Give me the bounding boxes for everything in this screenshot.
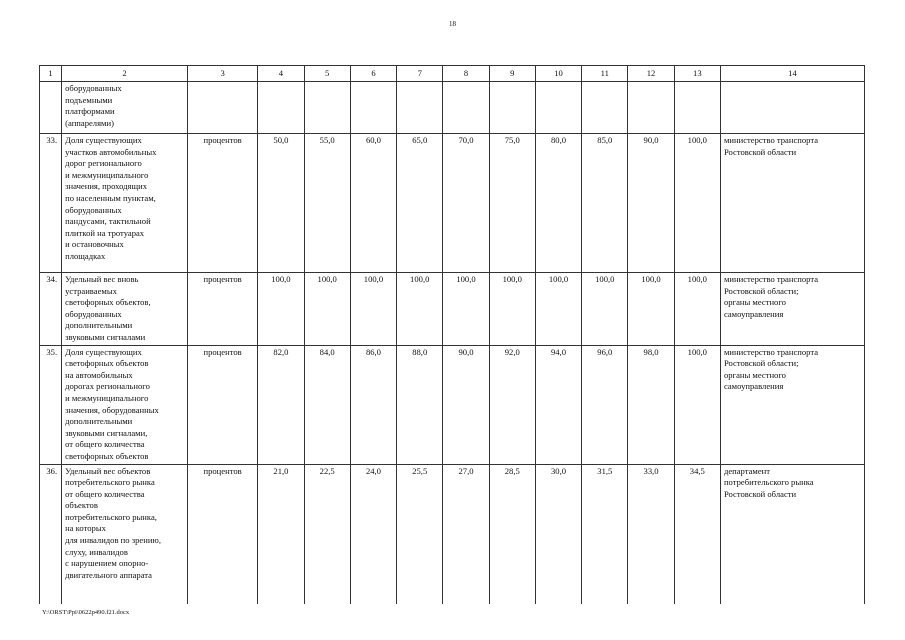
indicator-name-line: на которых [65, 523, 106, 534]
year-value-cell: 55,0 [304, 134, 350, 273]
indicator-name-line: по населенным пунктам, [65, 192, 156, 203]
unit-cell: процентов [187, 345, 257, 464]
year-value-cell: 50,0 [258, 134, 304, 273]
indicator-name-cell [62, 345, 188, 464]
indicator-name-line: значения, проходящих [65, 181, 148, 192]
unit-cell [187, 82, 257, 134]
year-value-cell: 100,0 [582, 273, 628, 346]
table-row [40, 464, 865, 604]
year-value-cell [582, 82, 628, 134]
table-row [40, 273, 865, 346]
indicator-name-line: и межмуниципального [65, 169, 149, 180]
indicator-name-line: звуковыми сигналами [65, 331, 146, 342]
indicator-name-line: оборудованных [65, 308, 122, 319]
year-value-cell: 100,0 [674, 134, 720, 273]
indicator-name-line: светофорных объектов [65, 358, 149, 369]
indicator-name-line: значения, оборудованных [65, 404, 159, 415]
year-value-cell: 90,0 [628, 134, 674, 273]
indicator-name-line: от общего количества [65, 439, 145, 450]
year-value-cell [628, 82, 674, 134]
column-number-header: 13 [674, 66, 720, 82]
column-number-header: 6 [350, 66, 396, 82]
column-number-header: 7 [397, 66, 443, 82]
column-number-header: 10 [535, 66, 581, 82]
indicator-name-line: звуковыми сигналами, [65, 427, 148, 438]
indicator-name-line: и межмуниципального [65, 392, 149, 403]
year-value-cell: 82,0 [258, 345, 304, 464]
year-value-cell: 24,0 [350, 464, 396, 604]
year-value-cell: 100,0 [443, 273, 489, 346]
column-number-header-row [40, 66, 865, 82]
year-value-cell [489, 82, 535, 134]
indicator-name-line: Доля существующих [65, 346, 142, 357]
unit-cell: процентов [187, 134, 257, 273]
indicator-name-line: платформами [65, 106, 115, 117]
responsible-line: Ростовской области [723, 488, 797, 499]
year-value-cell [350, 82, 396, 134]
year-value-cell: 28,5 [489, 464, 535, 604]
responsible-line: органы местного [723, 297, 786, 308]
table-row [40, 134, 865, 273]
column-number-header: 5 [304, 66, 350, 82]
responsible-line: министерство транспорта [723, 135, 819, 145]
indicator-name-cell [62, 273, 188, 346]
indicator-name-line: (аппарелями) [65, 117, 114, 128]
year-value-cell [443, 82, 489, 134]
year-value-cell: 100,0 [535, 273, 581, 346]
unit-cell: процентов [187, 273, 257, 346]
responsible-line: самоуправления [723, 381, 784, 392]
year-value-cell: 65,0 [397, 134, 443, 273]
year-value-cell: 85,0 [582, 134, 628, 273]
column-number-header: 11 [582, 66, 628, 82]
indicator-name-line: потребительского рынка [65, 477, 155, 488]
indicator-name-line: слуху, инвалидов [65, 546, 128, 557]
responsible-cell [720, 82, 864, 134]
responsible-cell [720, 273, 864, 346]
year-value-cell: 96,0 [582, 345, 628, 464]
year-value-cell: 90,0 [443, 345, 489, 464]
year-value-cell: 98,0 [628, 345, 674, 464]
year-value-cell: 70,0 [443, 134, 489, 273]
indicator-name-line: дополнительными [65, 320, 133, 331]
indicator-name-line: дорог регионального [65, 158, 142, 169]
year-value-cell [258, 82, 304, 134]
indicator-name-line: пандусами, тактильной [65, 216, 151, 227]
year-value-cell: 100,0 [628, 273, 674, 346]
year-value-cell: 100,0 [304, 273, 350, 346]
year-value-cell: 100,0 [489, 273, 535, 346]
responsible-cell [720, 345, 864, 464]
indicator-name-line: дорогах регионального [65, 381, 150, 392]
year-value-cell [674, 82, 720, 134]
year-value-cell: 60,0 [350, 134, 396, 273]
responsible-line: самоуправления [723, 308, 784, 319]
page-number: 18 [449, 20, 456, 28]
year-value-cell [304, 82, 350, 134]
table-row [40, 345, 865, 464]
column-number-header: 9 [489, 66, 535, 82]
year-value-cell: 21,0 [258, 464, 304, 604]
responsible-line: Ростовской области [723, 146, 797, 157]
indicator-name-line: с нарушением опорно- [65, 558, 149, 569]
column-number-header: 14 [720, 66, 864, 82]
row-number-cell: 36. [40, 464, 62, 604]
row-number-cell: 35. [40, 345, 62, 464]
column-number-header: 2 [62, 66, 188, 82]
year-value-cell: 100,0 [674, 345, 720, 464]
year-value-cell: 84,0 [304, 345, 350, 464]
responsible-line: департамент [723, 465, 771, 476]
indicator-name-line: дополнительными [65, 416, 133, 427]
row-number-cell: 33. [40, 134, 62, 273]
year-value-cell: 34,5 [674, 464, 720, 604]
year-value-cell: 75,0 [489, 134, 535, 273]
table-row [40, 82, 865, 134]
year-value-cell: 100,0 [674, 273, 720, 346]
row-number-cell: 34. [40, 273, 62, 346]
column-number-header: 4 [258, 66, 304, 82]
year-value-cell: 25,5 [397, 464, 443, 604]
year-value-cell: 27,0 [443, 464, 489, 604]
indicator-name-line: и остановочных [65, 239, 124, 250]
year-value-cell [397, 82, 443, 134]
indicators-table [39, 65, 865, 604]
indicator-name-line: объектов [65, 500, 98, 511]
year-value-cell: 100,0 [350, 273, 396, 346]
year-value-cell: 22,5 [304, 464, 350, 604]
footer-file-path: Y:\ORST\Ppi\0622p490.f21.docx [42, 609, 130, 616]
indicator-name-cell [62, 464, 188, 604]
year-value-cell: 80,0 [535, 134, 581, 273]
responsible-cell [720, 464, 864, 604]
year-value-cell: 100,0 [397, 273, 443, 346]
year-value-cell: 30,0 [535, 464, 581, 604]
year-value-cell: 33,0 [628, 464, 674, 604]
responsible-line: Ростовской области; [723, 285, 799, 296]
responsible-line: потребительского рынка [723, 477, 814, 488]
indicator-name-line: двигательного аппарата [65, 569, 152, 580]
year-value-cell: 86,0 [350, 345, 396, 464]
indicator-name-cell [62, 82, 188, 134]
indicator-name-line: оборудованных [65, 204, 122, 215]
column-number-header: 8 [443, 66, 489, 82]
indicator-name-line: участков автомобильных [65, 146, 157, 157]
column-number-header: 12 [628, 66, 674, 82]
year-value-cell [535, 82, 581, 134]
indicator-name-cell [62, 134, 188, 273]
indicator-name-line: от общего количества [65, 488, 145, 499]
year-value-cell: 31,5 [582, 464, 628, 604]
year-value-cell: 88,0 [397, 345, 443, 464]
year-value-cell: 94,0 [535, 345, 581, 464]
column-number-header: 3 [187, 66, 257, 82]
indicator-name-line: для инвалидов по зрению, [65, 535, 161, 546]
indicator-name-line: светофорных объектов [65, 450, 149, 461]
indicator-name-line: площадках [65, 250, 106, 261]
responsible-cell [720, 134, 864, 273]
unit-cell: процентов [187, 464, 257, 604]
column-number-header: 1 [40, 66, 62, 82]
indicator-name-line: потребительского рынка, [65, 511, 157, 522]
indicator-name-line: подъемными [65, 94, 113, 105]
indicator-name-line: на автомобильных [65, 369, 133, 380]
indicator-name-line: Доля существующих [65, 135, 142, 145]
indicator-name-line: светофорных объектов, [65, 297, 151, 308]
indicator-name-line: оборудованных [65, 83, 122, 93]
indicator-name-line: устраиваемых [65, 285, 117, 296]
year-value-cell: 92,0 [489, 345, 535, 464]
row-number-cell [40, 82, 62, 134]
responsible-line: министерство транспорта [723, 274, 819, 284]
indicator-name-line: плиткой на тротуарах [65, 227, 145, 238]
indicator-name-line: Удельный вес объектов [65, 465, 151, 476]
responsible-line: Ростовской области; [723, 358, 799, 369]
responsible-line: органы местного [723, 369, 786, 380]
responsible-line: министерство транспорта [723, 346, 819, 357]
year-value-cell: 100,0 [258, 273, 304, 346]
indicator-name-line: Удельный вес вновь [65, 274, 139, 284]
